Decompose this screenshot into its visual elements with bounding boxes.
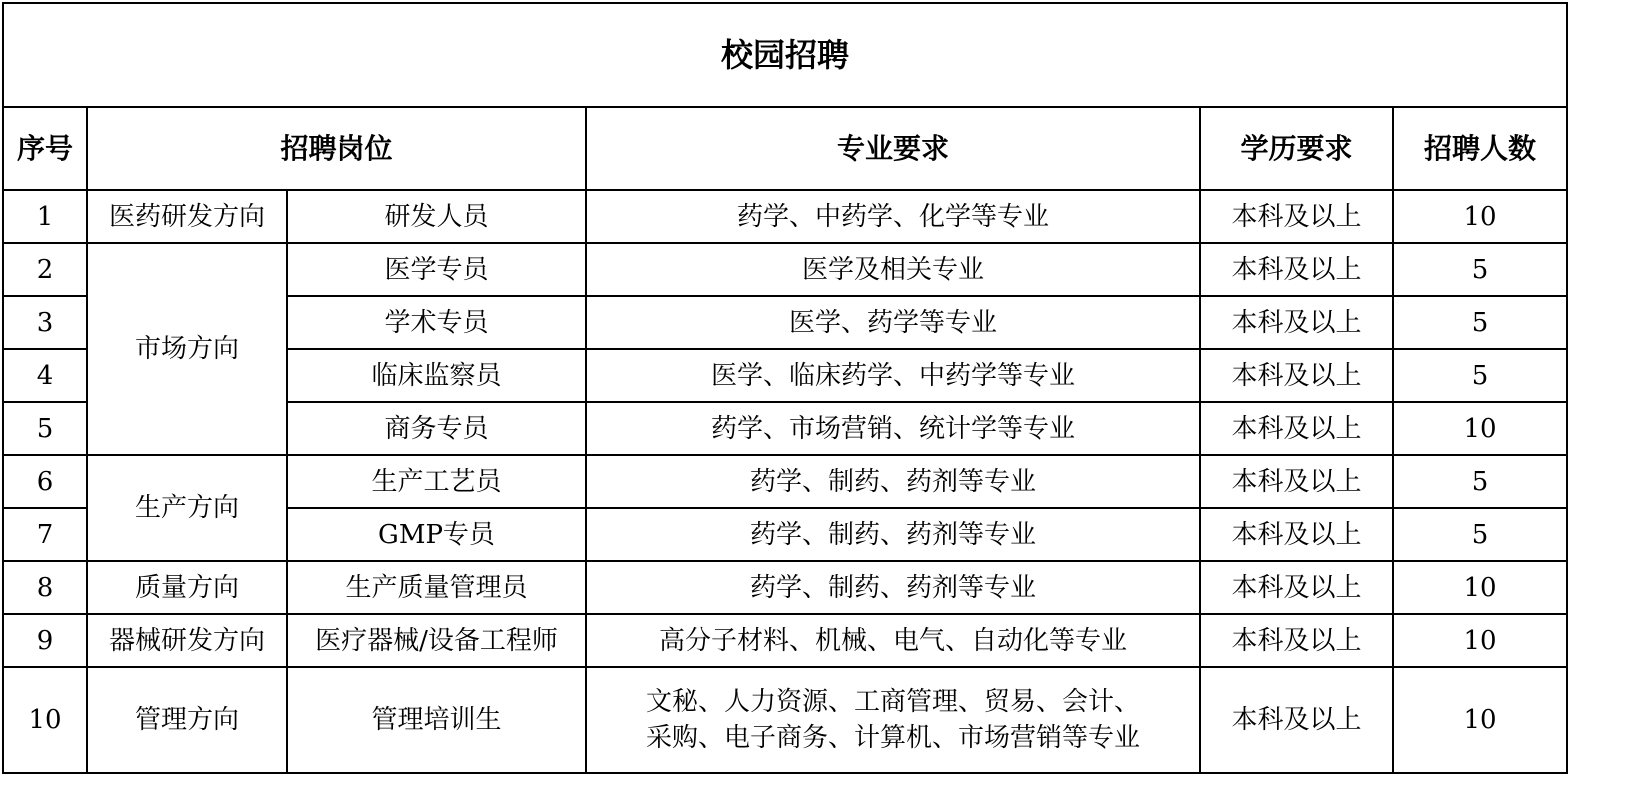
row-index: 3 (3, 296, 87, 349)
header-position: 招聘岗位 (87, 107, 586, 190)
header-major: 专业要求 (586, 107, 1200, 190)
count-cell: 5 (1393, 349, 1567, 402)
education-cell: 本科及以上 (1200, 455, 1393, 508)
education-cell: 本科及以上 (1200, 243, 1393, 296)
count-cell: 10 (1393, 667, 1567, 773)
role-cell: 医疗器械/设备工程师 (287, 614, 586, 667)
count-cell: 10 (1393, 402, 1567, 455)
major-cell: 医学、临床药学、中药学等专业 (586, 349, 1200, 402)
table-row (3, 190, 1567, 243)
major-line-1: 文秘、人力资源、工商管理、贸易、会计、 (645, 687, 1140, 717)
table-row (3, 561, 1567, 614)
count-cell: 5 (1393, 508, 1567, 561)
row-index: 9 (3, 614, 87, 667)
education-cell: 本科及以上 (1200, 349, 1393, 402)
education-cell: 本科及以上 (1200, 508, 1393, 561)
recruitment-table (2, 2, 1568, 774)
role-cell: 生产工艺员 (287, 455, 586, 508)
role-cell: 商务专员 (287, 402, 586, 455)
major-cell: 药学、中药学、化学等专业 (586, 190, 1200, 243)
row-index: 2 (3, 243, 87, 296)
role-cell: 研发人员 (287, 190, 586, 243)
role-cell: 医学专员 (287, 243, 586, 296)
count-cell: 5 (1393, 243, 1567, 296)
major-cell: 高分子材料、机械、电气、自动化等专业 (586, 614, 1200, 667)
education-cell: 本科及以上 (1200, 402, 1393, 455)
header-count: 招聘人数 (1393, 107, 1567, 190)
role-cell: 临床监察员 (287, 349, 586, 402)
role-cell: 生产质量管理员 (287, 561, 586, 614)
major-line-2: 采购、电子商务、计算机、市场营销等专业 (645, 723, 1140, 753)
row-index: 10 (3, 667, 87, 773)
major-cell: 药学、市场营销、统计学等专业 (586, 402, 1200, 455)
group-cell: 质量方向 (87, 561, 287, 614)
table-row (3, 667, 1567, 773)
table-title: 校园招聘 (3, 3, 1567, 107)
education-cell: 本科及以上 (1200, 614, 1393, 667)
group-cell: 生产方向 (87, 455, 287, 561)
group-cell: 管理方向 (87, 667, 287, 773)
role-cell: 管理培训生 (287, 667, 586, 773)
row-index: 8 (3, 561, 87, 614)
role-cell: GMP专员 (287, 508, 586, 561)
row-index: 5 (3, 402, 87, 455)
count-cell: 10 (1393, 190, 1567, 243)
group-cell: 器械研发方向 (87, 614, 287, 667)
count-cell: 10 (1393, 614, 1567, 667)
major-cell: 药学、制药、药剂等专业 (586, 455, 1200, 508)
table-row (3, 614, 1567, 667)
count-cell: 5 (1393, 296, 1567, 349)
education-cell: 本科及以上 (1200, 190, 1393, 243)
header-row (3, 107, 1567, 190)
group-cell: 市场方向 (87, 243, 287, 455)
row-index: 6 (3, 455, 87, 508)
role-cell: 学术专员 (287, 296, 586, 349)
row-index: 7 (3, 508, 87, 561)
header-index: 序号 (3, 107, 87, 190)
group-cell: 医药研发方向 (87, 190, 287, 243)
table-row (3, 455, 1567, 508)
major-cell: 医学及相关专业 (586, 243, 1200, 296)
education-cell: 本科及以上 (1200, 296, 1393, 349)
count-cell: 5 (1393, 455, 1567, 508)
major-cell (586, 667, 1200, 773)
row-index: 1 (3, 190, 87, 243)
table-row (3, 243, 1567, 296)
education-cell: 本科及以上 (1200, 561, 1393, 614)
major-cell: 药学、制药、药剂等专业 (586, 561, 1200, 614)
education-cell: 本科及以上 (1200, 667, 1393, 773)
count-cell: 10 (1393, 561, 1567, 614)
row-index: 4 (3, 349, 87, 402)
major-cell: 药学、制药、药剂等专业 (586, 508, 1200, 561)
header-education: 学历要求 (1200, 107, 1393, 190)
major-cell: 医学、药学等专业 (586, 296, 1200, 349)
